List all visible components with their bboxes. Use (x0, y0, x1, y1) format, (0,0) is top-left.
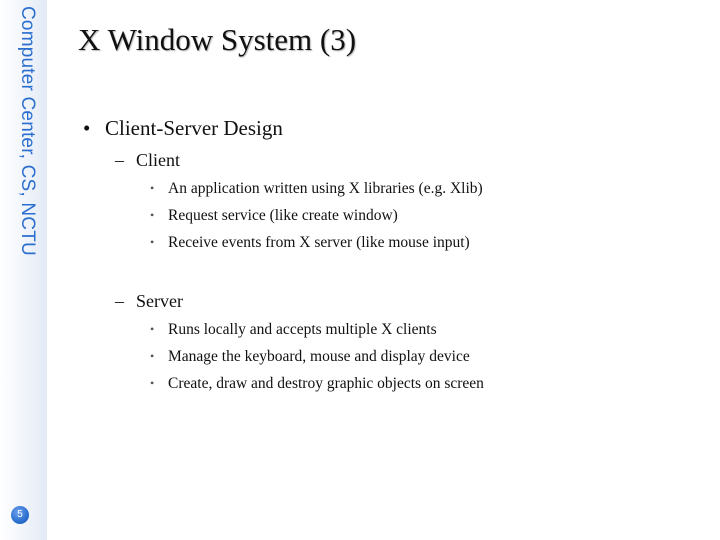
server-item (150, 348, 470, 366)
sub-bullet-server (115, 291, 183, 312)
item-text: Receive events from X server (like mouse input) (168, 234, 470, 251)
bullet-marker: • (83, 116, 91, 140)
small-bullet-marker: • (150, 181, 155, 195)
item-text: Runs locally and accepts multiple X clients (168, 321, 437, 338)
dash-marker: – (115, 291, 124, 311)
bullet-client-server-design (83, 116, 283, 141)
client-item (150, 234, 470, 252)
server-item (150, 375, 484, 393)
small-bullet-marker: • (150, 349, 155, 363)
item-text: Create, draw and destroy graphic objects on screen (168, 375, 484, 392)
sub-bullet-text: Server (136, 291, 183, 311)
sidebar (0, 0, 47, 540)
client-item (150, 207, 398, 225)
bullet-text: Client-Server Design (105, 116, 283, 140)
item-text: An application written using X libraries (e.g. Xlib) (168, 180, 483, 197)
item-text: Request service (like create window) (168, 207, 398, 224)
sub-bullet-client (115, 150, 180, 171)
page-number-badge: 5 (11, 506, 29, 524)
sidebar-vertical-label: Computer Center, CS, NCTU (17, 6, 38, 256)
slide-title: X Window System (3) (78, 22, 357, 57)
small-bullet-marker: • (150, 376, 155, 390)
small-bullet-marker: • (150, 235, 155, 249)
small-bullet-marker: • (150, 322, 155, 336)
small-bullet-marker: • (150, 208, 155, 222)
item-text: Manage the keyboard, mouse and display device (168, 348, 470, 365)
sub-bullet-text: Client (136, 150, 180, 170)
dash-marker: – (115, 150, 124, 170)
client-item (150, 180, 483, 198)
server-item (150, 321, 437, 339)
